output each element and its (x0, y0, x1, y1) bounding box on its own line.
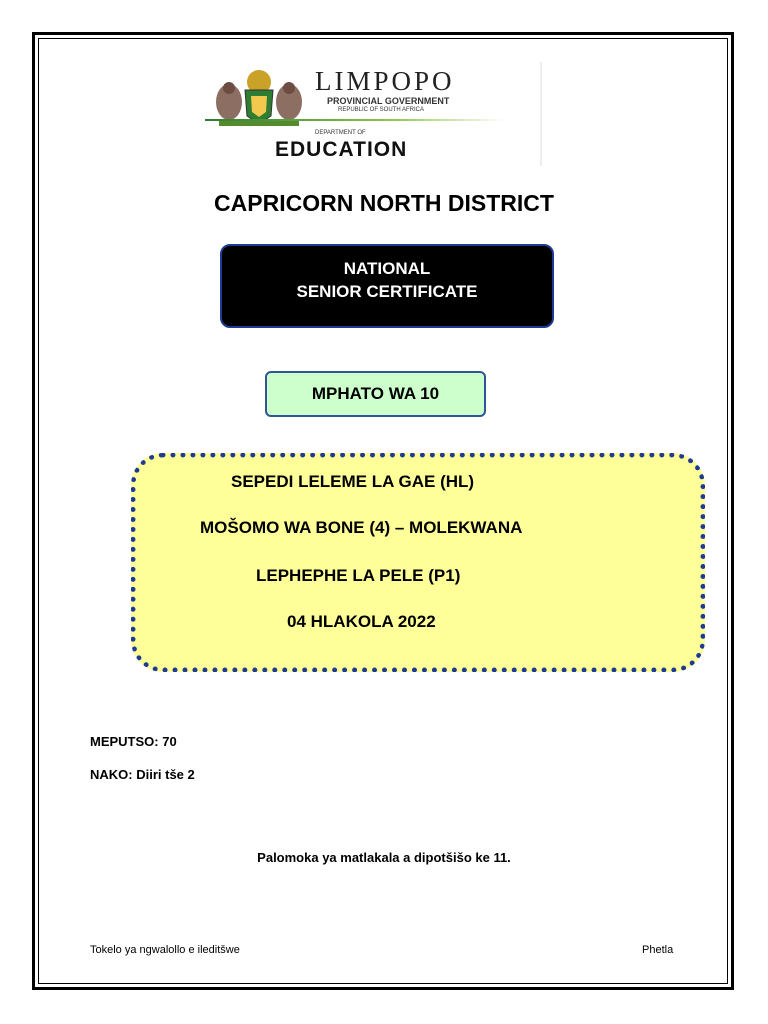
subject-task: MOŠOMO WA BONE (4) – MOLEKWANA (200, 518, 523, 537)
copyright-footer: Tokelo ya ngwalollo e ileditšwe (90, 944, 240, 956)
subject-language: SEPEDI LELEME LA GAE (HL) (231, 472, 475, 491)
department-of-label: DEPARTMENT OF (315, 130, 366, 136)
certificate-box (220, 244, 554, 328)
turn-over-footer: Phetla (642, 944, 674, 956)
marks-label: MEPUTSO: 70 (90, 734, 177, 749)
logo-separator (540, 62, 542, 166)
district-title: CAPRICORN NORTH DISTRICT (214, 190, 554, 216)
subject-date: 04 HLAKOLA 2022 (287, 612, 436, 631)
education-label: EDUCATION (275, 138, 408, 161)
republic-label: REPUBLIC OF SOUTH AFRICA (338, 107, 425, 113)
logo-divider (205, 119, 505, 121)
certificate-line-2: SENIOR CERTIFICATE (296, 282, 478, 301)
time-label: NAKO: Diiri tše 2 (90, 767, 195, 782)
grade-box: MPHATO WA 10 (265, 371, 486, 417)
province-name: LIMPOPO (315, 66, 455, 96)
certificate-line-1: NATIONAL (343, 259, 431, 278)
page-count-note: Palomoka ya matlakala a dipotšišo ke 11. (257, 850, 511, 865)
subject-box (131, 453, 705, 672)
provincial-government-label: PROVINCIAL GOVERNMENT (327, 96, 450, 106)
subject-paper: LEPHEPHE LA PELE (P1) (256, 566, 461, 585)
limpopo-education-logo (205, 62, 545, 166)
